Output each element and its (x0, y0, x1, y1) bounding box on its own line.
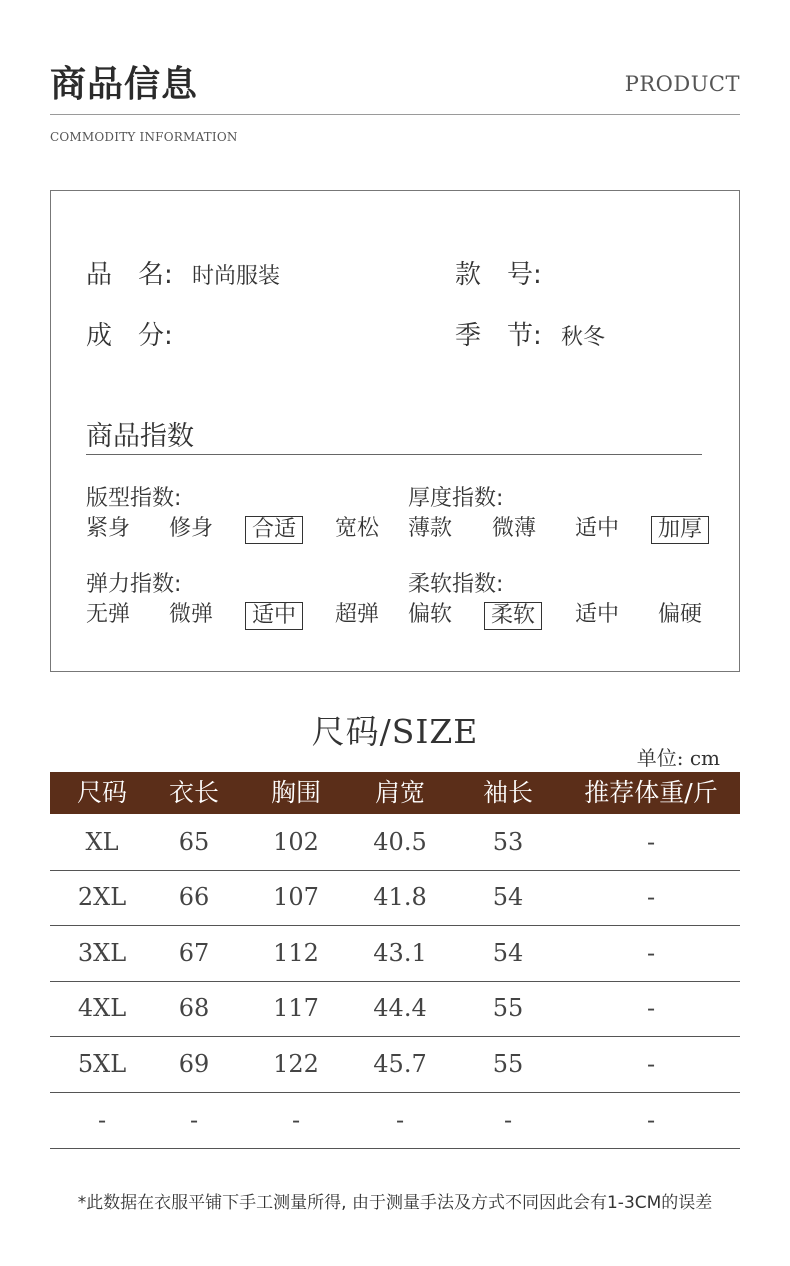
table-cell: 55 (492, 1050, 524, 1078)
product-name-value: 时尚服装 (192, 264, 281, 289)
table-cell: - (646, 883, 656, 911)
softness-index-title: 柔软指数: (408, 572, 504, 597)
table-cell: - (291, 1106, 301, 1134)
column-header: 尺码 (76, 778, 127, 807)
table-cell: - (646, 994, 656, 1022)
thickness-option: 薄款 (408, 516, 453, 541)
table-cell: 122 (273, 1050, 319, 1078)
table-cell: 44.4 (373, 994, 427, 1022)
table-row (50, 870, 740, 926)
table-cell: - (503, 1106, 513, 1134)
elasticity-option-selected: 适中 (245, 602, 303, 630)
table-cell: - (646, 939, 656, 967)
table-cell: 55 (492, 994, 524, 1022)
table-row (50, 926, 740, 982)
table-cell: 41.8 (373, 883, 427, 911)
table-cell: 5XL (77, 1050, 127, 1078)
size-table-header (50, 772, 740, 814)
page-title: 商品信息 (50, 63, 199, 105)
table-cell: 53 (492, 828, 524, 856)
page-subtitle: COMMODITY INFORMATION (50, 130, 238, 144)
table-cell: 45.7 (373, 1050, 427, 1078)
size-section-title: 尺码/SIZE (311, 712, 479, 751)
fit-option: 宽松 (335, 516, 380, 541)
season-value: 秋冬 (561, 325, 606, 350)
composition-label: 成 分: (86, 321, 173, 351)
size-unit-label: 单位: cm (636, 746, 720, 770)
table-cell: 66 (178, 883, 210, 911)
table-cell: 65 (178, 828, 210, 856)
table-cell: - (97, 1106, 107, 1134)
thickness-index-title: 厚度指数: (408, 486, 504, 511)
table-cell: - (646, 1106, 656, 1134)
table-cell: - (395, 1106, 405, 1134)
index-divider (86, 454, 702, 455)
index-heading: 商品指数 (86, 421, 194, 452)
thickness-option-selected: 加厚 (651, 516, 709, 544)
fit-option-selected: 合适 (245, 516, 303, 544)
table-cell: 54 (492, 939, 524, 967)
elasticity-option: 无弹 (86, 602, 131, 627)
table-cell: - (189, 1106, 199, 1134)
table-row (50, 1037, 740, 1093)
table-cell: - (646, 1050, 656, 1078)
column-header: 衣长 (168, 778, 219, 807)
column-header: 肩宽 (374, 778, 425, 807)
table-row (50, 815, 740, 871)
elasticity-index-title: 弹力指数: (86, 572, 182, 597)
softness-option: 适中 (575, 602, 620, 627)
table-cell: - (646, 828, 656, 856)
table-cell: 43.1 (373, 939, 427, 967)
thickness-option: 适中 (575, 516, 620, 541)
softness-option: 偏硬 (658, 602, 703, 627)
table-cell: 112 (273, 939, 319, 967)
table-cell: 69 (178, 1050, 210, 1078)
fit-option: 紧身 (86, 516, 131, 541)
elasticity-option: 微弹 (169, 602, 214, 627)
table-cell: XL (85, 828, 119, 856)
column-header: 胸围 (270, 778, 321, 807)
table-cell: 3XL (77, 939, 127, 967)
fit-option: 修身 (169, 516, 214, 541)
table-cell: 102 (273, 828, 319, 856)
table-cell: 67 (178, 939, 210, 967)
table-row (50, 1093, 740, 1149)
table-cell: 40.5 (373, 828, 427, 856)
thickness-option: 微薄 (492, 516, 537, 541)
column-header: 推荐体重/斤 (584, 778, 718, 807)
page-title-english: PRODUCT (624, 72, 740, 96)
elasticity-option: 超弹 (335, 602, 380, 627)
softness-option-selected: 柔软 (484, 602, 542, 630)
table-cell: 54 (492, 883, 524, 911)
softness-option: 偏软 (408, 602, 453, 627)
measurement-footnote: *此数据在衣服平铺下手工测量所得, 由于测量手法及方式不同因此会有1-3CM的误差 (77, 1193, 713, 1213)
table-cell: 2XL (77, 883, 127, 911)
table-cell: 117 (273, 994, 319, 1022)
style-number-label: 款 号: (455, 260, 542, 290)
fit-index-title: 版型指数: (86, 486, 182, 511)
column-header: 袖长 (482, 778, 533, 807)
header-divider (50, 114, 740, 115)
table-cell: 4XL (77, 994, 127, 1022)
table-cell: 68 (178, 994, 210, 1022)
table-row (50, 981, 740, 1037)
table-cell: 107 (273, 883, 319, 911)
product-name-label: 品 名: (86, 260, 173, 290)
season-label: 季 节: (455, 321, 542, 351)
